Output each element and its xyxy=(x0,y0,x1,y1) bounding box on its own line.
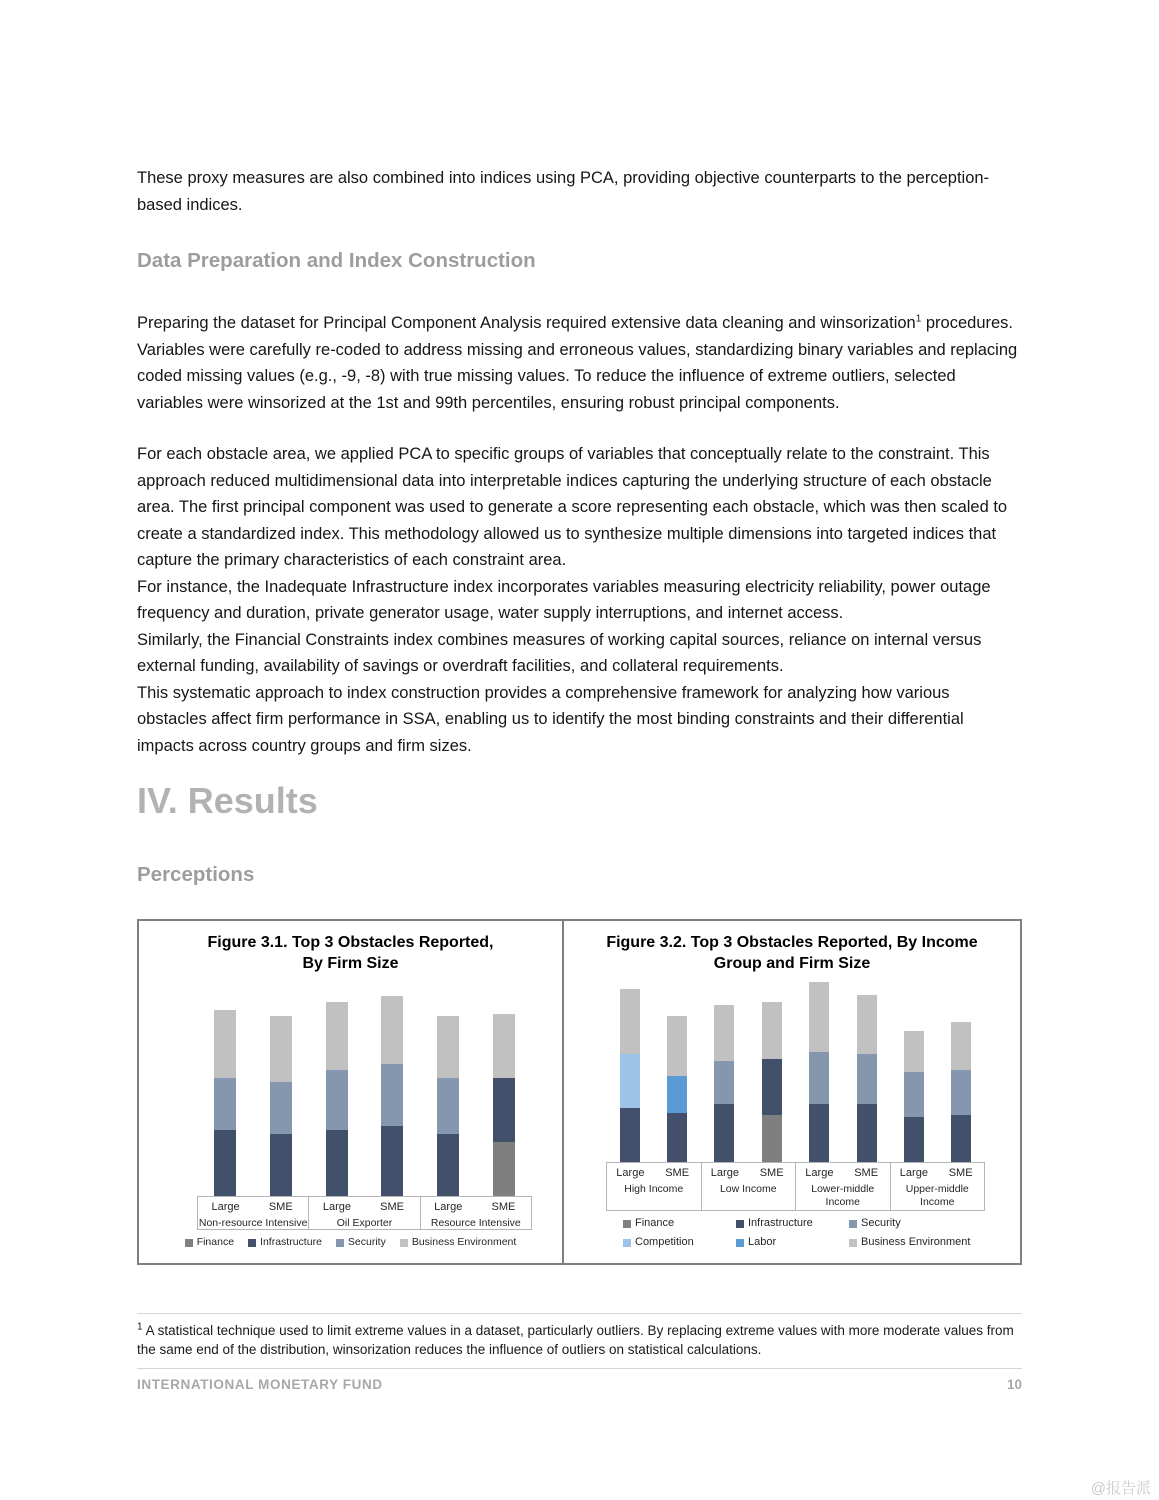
figure-3-2-legend xyxy=(564,1216,1020,1250)
heading-perceptions: Perceptions xyxy=(137,863,255,886)
security-segment xyxy=(381,1064,403,1126)
legend-label: Finance xyxy=(635,1217,675,1229)
paragraph-intro: These proxy measures are also combined into indices using PCA, providing objective counterparts to the perception-based indices. xyxy=(137,169,990,214)
stacked-bar xyxy=(437,1016,459,1196)
figure-3-1-title-line2: By Firm Size xyxy=(302,955,399,972)
stacked-bar xyxy=(714,1005,734,1162)
bar-group xyxy=(796,974,891,1162)
labor-segment xyxy=(667,1076,687,1114)
security-segment xyxy=(809,1052,829,1104)
legend-label: Infrastructure xyxy=(260,1236,322,1248)
axis-group-label: High Income xyxy=(624,1183,684,1195)
axis-group-label: Lower-middle Income xyxy=(811,1183,875,1208)
axis-firm-size-labels xyxy=(198,1201,308,1214)
axis-label: Large xyxy=(710,1167,739,1179)
figures-container xyxy=(137,919,1022,1265)
footnote xyxy=(137,1314,1022,1368)
legend-row xyxy=(139,1235,562,1250)
business_environment-segment xyxy=(214,1010,236,1078)
legend-item xyxy=(623,1216,736,1231)
stacked-bar xyxy=(809,982,829,1162)
infrastructure-segment xyxy=(714,1104,734,1162)
paragraph-data-preparation xyxy=(137,310,1022,416)
figure-3-2-axis-labels xyxy=(606,1162,985,1211)
axis-label: Large xyxy=(434,1201,463,1213)
paragraph-pca-results xyxy=(137,441,1022,759)
business_environment-segment xyxy=(270,1016,292,1082)
legend-item xyxy=(849,1235,970,1250)
figure-3-1-title xyxy=(139,932,562,974)
footnote-reference: 1 xyxy=(915,313,922,325)
stacked-bar xyxy=(326,1002,348,1196)
heading-data-preparation: Data Preparation and Index Construction xyxy=(137,249,536,272)
axis-group-label: Non-resource Intensive xyxy=(198,1217,308,1229)
pca-line-3: Similarly, the Financial Constraints index combines measures of working capital sources, reliance on internal versus external funding, availability of savings or overdraft facilities, and collateral requirements. xyxy=(137,630,982,675)
legend-label: Infrastructure xyxy=(748,1217,813,1229)
business_environment-segment xyxy=(857,995,877,1054)
stacked-bar xyxy=(214,1010,236,1196)
infrastructure-segment xyxy=(326,1130,348,1196)
stacked-bar xyxy=(904,1031,924,1162)
legend-item xyxy=(623,1235,736,1250)
axis-label: Large xyxy=(805,1167,834,1179)
axis-label: Large xyxy=(322,1201,351,1213)
axis-group-label: Oil Exporter xyxy=(336,1217,393,1229)
business_environment-segment xyxy=(620,989,640,1054)
labor-swatch xyxy=(736,1239,744,1247)
bar-group xyxy=(890,974,985,1162)
legend-label: Business Environment xyxy=(411,1236,517,1248)
footnote-text: A statistical technique used to limit extreme values in a dataset, particularly outliers. By replacing extreme values with more moderate values from the same end of the distribution, winsorization reduces the influence of outliers on statistical calculations. xyxy=(137,1323,1014,1357)
legend-label: Security xyxy=(861,1217,901,1229)
axis-label: SME xyxy=(854,1167,879,1179)
legend-item xyxy=(736,1235,849,1250)
security-segment xyxy=(904,1072,924,1117)
infrastructure-segment xyxy=(904,1117,924,1162)
finance-swatch xyxy=(623,1220,631,1228)
business_environment-segment xyxy=(381,996,403,1064)
stacked-bar xyxy=(620,989,640,1162)
legend-label: Competition xyxy=(635,1236,694,1248)
axis-firm-size-labels xyxy=(607,1167,701,1180)
figure-3-2-title-line2: Group and Firm Size xyxy=(713,955,871,972)
infrastructure-segment xyxy=(214,1130,236,1196)
bar-group xyxy=(197,974,309,1196)
axis-group-label: Resource Intensive xyxy=(430,1217,521,1229)
axis-label: SME xyxy=(491,1201,516,1213)
figure-3-1 xyxy=(139,921,564,1263)
security-swatch xyxy=(336,1239,344,1247)
pca-line-1: For each obstacle area, we applied PCA to specific groups of variables that conceptually relate to the constraint. This approach reduced multidimensional data into interpretable indices capturing the underlying structure of each obstacle area. The first principal component was used to generate a score representing each obstacle, which was then scaled to create a standardized index. This methodology allowed us to synthesize multiple dimensions into targeted indices that capture the primary characteristics of each constraint area. xyxy=(137,445,1008,569)
infrastructure-segment xyxy=(620,1108,640,1162)
pca-line-4: This systematic approach to index construction provides a comprehensive framework for analyzing how various obstacles affect firm performance in SSA, enabling us to identify the most binding constraints and their differential impacts across country groups and firm sizes. xyxy=(137,683,964,755)
security-segment xyxy=(857,1054,877,1104)
axis-firm-size-labels xyxy=(702,1167,796,1180)
infrastructure-swatch xyxy=(248,1239,256,1247)
axis-label: SME xyxy=(759,1167,784,1179)
figure-3-2-title-line1: Figure 3.2. Top 3 Obstacles Reported, By Income xyxy=(606,934,978,951)
security-segment xyxy=(951,1070,971,1115)
infrastructure-segment xyxy=(951,1115,971,1162)
business_environment-segment xyxy=(667,1016,687,1075)
legend-row xyxy=(623,1216,1020,1231)
security-segment xyxy=(326,1070,348,1130)
footer-page-number: 10 xyxy=(1006,1377,1022,1392)
finance-swatch xyxy=(185,1239,193,1247)
axis-firm-size-labels xyxy=(309,1201,419,1214)
axis-group-cell xyxy=(420,1197,531,1229)
security-segment xyxy=(270,1082,292,1134)
axis-firm-size-labels xyxy=(421,1201,531,1214)
business_environment-segment xyxy=(437,1016,459,1078)
business_environment-swatch xyxy=(849,1239,857,1247)
stacked-bar xyxy=(493,1014,515,1196)
legend-label: Labor xyxy=(748,1236,777,1248)
axis-group-label: Upper-middle Income xyxy=(905,1183,969,1208)
page-content xyxy=(137,0,1022,1392)
legend-item xyxy=(248,1235,322,1250)
figure-3-2-title xyxy=(564,932,1020,974)
axis-label: Large xyxy=(616,1167,645,1179)
axis-group-cell xyxy=(701,1163,796,1210)
security-segment xyxy=(214,1078,236,1130)
pca-line-2: For instance, the Inadequate Infrastructure index incorporates variables measuring electricity reliability, power outage frequency and duration, private generator usage, water supply interruptions, and internet access. xyxy=(137,577,991,622)
stacked-bar xyxy=(762,1002,782,1162)
legend-item xyxy=(736,1216,849,1231)
axis-label: SME xyxy=(948,1167,973,1179)
business_environment-segment xyxy=(762,1002,782,1060)
legend-row xyxy=(623,1235,1020,1250)
figure-3-2-plot-area xyxy=(606,974,985,1162)
axis-group-cell xyxy=(198,1197,308,1229)
security-segment xyxy=(437,1078,459,1134)
axis-group-cell xyxy=(890,1163,985,1210)
stacked-bar xyxy=(381,996,403,1196)
stacked-bar xyxy=(667,1016,687,1162)
axis-firm-size-labels xyxy=(891,1167,985,1180)
business_environment-swatch xyxy=(400,1239,408,1247)
axis-firm-size-labels xyxy=(796,1167,890,1180)
figure-3-1-title-line1: Figure 3.1. Top 3 Obstacles Reported, xyxy=(207,934,494,951)
infrastructure-segment xyxy=(437,1134,459,1196)
legend-item xyxy=(336,1235,386,1250)
axis-label: SME xyxy=(665,1167,690,1179)
security-segment xyxy=(714,1061,734,1104)
stacked-bar xyxy=(857,995,877,1162)
infrastructure-segment xyxy=(270,1134,292,1196)
infrastructure-segment xyxy=(762,1059,782,1115)
page-footer xyxy=(137,1369,1022,1392)
competition-swatch xyxy=(623,1239,631,1247)
competition-segment xyxy=(620,1054,640,1108)
heading-results: IV. Results xyxy=(137,780,318,821)
legend-label: Finance xyxy=(196,1236,235,1248)
axis-label: SME xyxy=(380,1201,404,1213)
infrastructure-segment xyxy=(381,1126,403,1196)
bar-group xyxy=(701,974,796,1162)
legend-item xyxy=(400,1235,516,1250)
legend-item xyxy=(849,1216,901,1231)
infrastructure-segment xyxy=(809,1104,829,1162)
infrastructure-segment xyxy=(857,1104,877,1162)
axis-group-cell xyxy=(795,1163,890,1210)
axis-group-cell xyxy=(308,1197,419,1229)
business_environment-segment xyxy=(493,1014,515,1078)
business_environment-segment xyxy=(809,982,829,1052)
paragraph-prep-text: Preparing the dataset for Principal Component Analysis required extensive data cleaning and winsorization xyxy=(137,314,916,332)
watermark: @报告派 xyxy=(1090,1480,1151,1497)
footnote-marker: 1 xyxy=(137,1321,143,1333)
axis-label: Large xyxy=(211,1201,240,1213)
footer-organization: INTERNATIONAL MONETARY FUND xyxy=(137,1377,383,1392)
axis-group-label: Low Income xyxy=(719,1183,777,1195)
finance-segment xyxy=(493,1142,515,1196)
infrastructure-swatch xyxy=(736,1220,744,1228)
axis-label: Large xyxy=(899,1167,928,1179)
legend-label: Business Environment xyxy=(861,1236,971,1248)
paragraph-prep-text-cont: procedures. Variables were carefully re-coded to address missing and erroneous values, standardizing binary variables and replacing coded missing values (e.g., -9, -8) with true missing values. To reduce the influence of extreme outliers, selected variables were winsorized at the 1st and 99th percentiles, ensuring robust principal components. xyxy=(137,314,1018,412)
figure-3-1-legend xyxy=(139,1235,562,1250)
bar-group xyxy=(606,974,701,1162)
finance-segment xyxy=(762,1115,782,1162)
figure-3-2 xyxy=(564,921,1020,1263)
axis-group-cell xyxy=(607,1163,701,1210)
business_environment-segment xyxy=(326,1002,348,1070)
axis-label: SME xyxy=(268,1201,293,1213)
business_environment-segment xyxy=(951,1022,971,1071)
business_environment-segment xyxy=(904,1031,924,1072)
business_environment-segment xyxy=(714,1005,734,1061)
legend-label: Security xyxy=(347,1236,386,1248)
security-swatch xyxy=(849,1220,857,1228)
stacked-bar xyxy=(270,1016,292,1196)
figure-3-1-axis-labels xyxy=(197,1196,532,1230)
legend-item xyxy=(185,1235,234,1250)
bar-group xyxy=(309,974,421,1196)
infrastructure-segment xyxy=(493,1078,515,1142)
infrastructure-segment xyxy=(667,1113,687,1162)
figure-3-1-plot-area xyxy=(197,974,532,1196)
stacked-bar xyxy=(951,1022,971,1162)
bar-group xyxy=(420,974,532,1196)
